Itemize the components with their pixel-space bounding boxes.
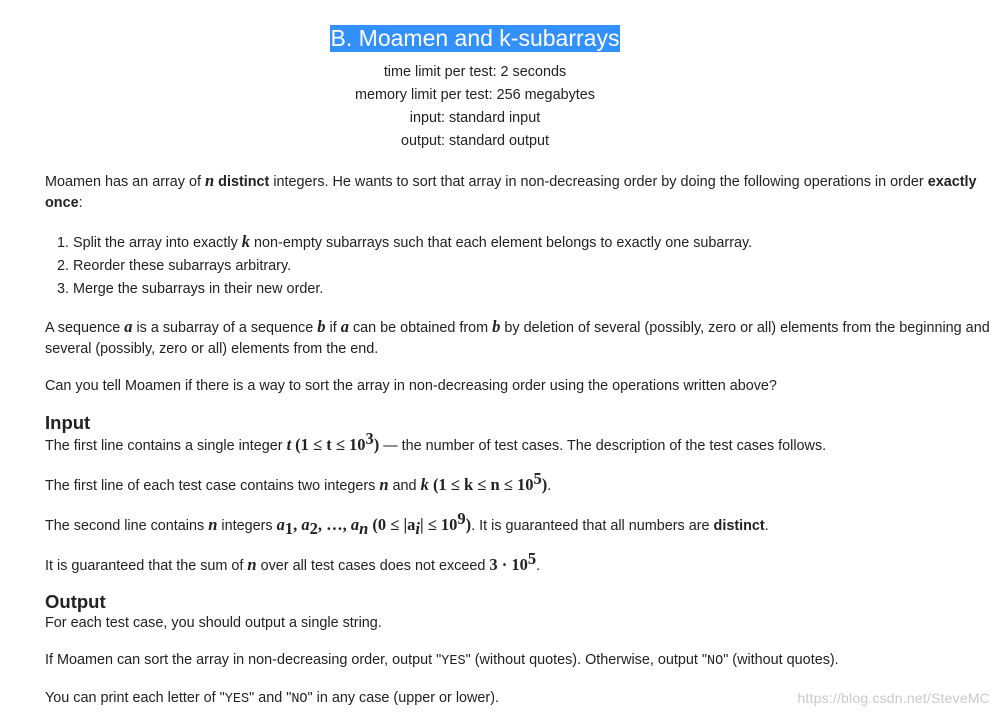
watermark: https://blog.csdn.net/SteveMC bbox=[797, 690, 990, 706]
input-line-3: The second line contains n integers $a_1$, $a_2$, …, $a_n$ $(0 \le |a_i| \le 10^9)$. It is guaranteed that all numbers are distinct. bbox=[45, 509, 769, 538]
memory-limit: memory limit per test: 256 megabytes bbox=[355, 87, 595, 103]
time-limit: time limit per test: 2 seconds bbox=[383, 64, 567, 80]
input-line-1: The first line contains a single integer t $(1 \le t \le 10^3)$ — the number of test cases. The description of the test cases follows. bbox=[45, 429, 827, 454]
statement bbox=[45, 170, 990, 710]
statement-paragraph-3: Can you tell Moamen if there is a way to sort the array in non-decreasing order using the operations written above? bbox=[45, 378, 777, 394]
output-title: Output bbox=[45, 591, 106, 612]
list-item: 1. Split the array into exactly k non-empty subarrays such that each element belongs to exactly one subarray. bbox=[73, 230, 990, 255]
problem-header bbox=[0, 0, 950, 153]
input-spec: input: standard input bbox=[409, 110, 541, 126]
operations-list bbox=[45, 230, 990, 301]
statement-paragraph-1: Moamen has an array of n distinct integers. He wants to sort that array in non-decreasing order by doing the following operations in order exactly once: bbox=[45, 171, 977, 211]
list-item: 3. Merge the subarrays in their new order. bbox=[73, 278, 990, 301]
output-spec: output: standard output bbox=[400, 133, 550, 149]
input-line-4: It is guaranteed that the sum of n over all test cases does not exceed $3 \cdot 10^5$. bbox=[45, 549, 541, 574]
input-title: Input bbox=[45, 412, 91, 433]
output-line-1: For each test case, you should output a single string. bbox=[45, 615, 382, 631]
statement-paragraph-2: A sequence a is a subarray of a sequence b if a can be obtained from b by deletion of several (possibly, zero or all) elements from the beginning and several (possibly, zero or all) elements from the end. bbox=[45, 317, 990, 357]
input-line-2: The first line of each test case contains two integers n and k $(1 \le k \le n \le 10^5)$. bbox=[45, 469, 552, 494]
problem-title: B. Moamen and k-subarrays bbox=[330, 25, 620, 51]
output-line-3: You can print each letter of "YES" and "NO" in any case (upper or lower). bbox=[45, 690, 500, 707]
output-line-2: If Moamen can sort the array in non-decreasing order, output "YES" (without quotes). Otherwise, output "NO" (without quotes). bbox=[45, 652, 839, 669]
problem-limits bbox=[0, 61, 950, 153]
list-item: 2. Reorder these subarrays arbitrary. bbox=[73, 255, 990, 278]
